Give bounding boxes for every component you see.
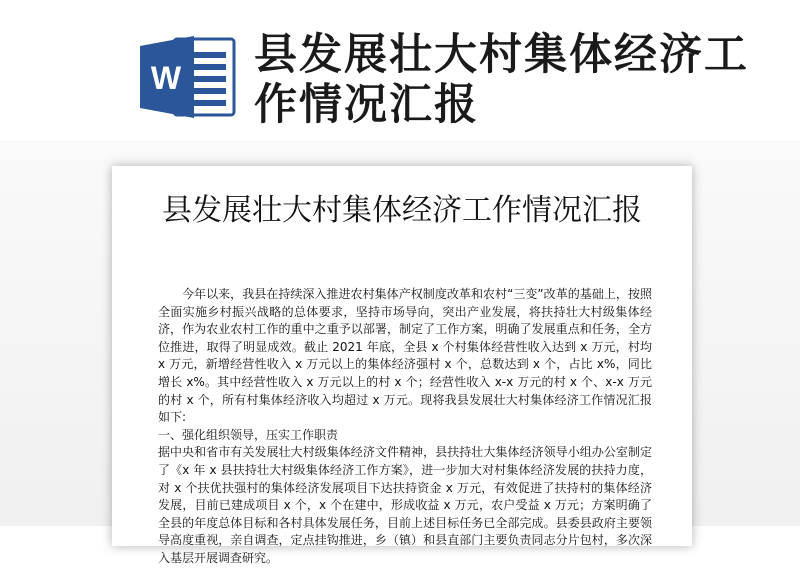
word-icon-letter: W bbox=[150, 60, 182, 96]
paragraph-intro: 今年以来，我县在持续深入推进农村集体产权制度改革和农村“三变”改革的基础上，按照全面实施乡村振兴战略的总体要求，坚持市场导向，突出产业发展，将扶持壮大村级集体经济，作为农业农村工作的重中之重予以部署，制定了工作方案，明确了发展重点和任务，全方位推进，取得了明显成效。截止 2021 年底，全县 x 个村集体经营性收入达到 x 万元，村均 x 万元，新增经营性收入 x 万元以上的集体经济强村 x 个，总数达到 x 个，占比 x%，同比增长 x%。其中经营性收入 x 万元以上的村 x 个；经营性收入 x-x 万元的村 x 个、x-x 万元的村 x 个，所有村集体经济收入均超过 x 万元。现将我县发展壮大村集体经济工作情况汇报如下: bbox=[158, 287, 652, 425]
paragraph-section-1: 据中央和省市有关发展壮大村级集体经济文件精神，县扶持壮大集体经济领导小组办公室制定了《x 年 x 县扶持壮大村级集体经济工作方案》，进一步加大对村集体经济发展的扶持力度，对 x 个扶优扶强村的集体经济发展项目下达扶持资金 x 万元，有效促进了扶持村的集体经济发展，目前已建成项目 x 个，x 个在建中，形成收益 x 万元，农户受益 x 万元；方案明确了全县的年度总体目标和各村具体发展任务，目前上述目标任务已全部完成。县委县政府主要领导高度重视，亲自调查，定点挂钩推进，乡（镇）和县直部门主要负责同志分片包村，多次深入基层开展调查研究。 bbox=[158, 445, 652, 565]
section-heading: 一、强化组织领导，压实工作职责 bbox=[158, 427, 339, 442]
banner-title: 县发展壮大村集体经济工作情况汇报 bbox=[254, 30, 749, 130]
header-banner bbox=[0, 0, 800, 140]
document-title: 县发展壮大村集体经济工作情况汇报 bbox=[162, 193, 642, 228]
document-body bbox=[158, 286, 652, 568]
word-icon bbox=[140, 36, 236, 118]
document-page bbox=[112, 166, 692, 565]
